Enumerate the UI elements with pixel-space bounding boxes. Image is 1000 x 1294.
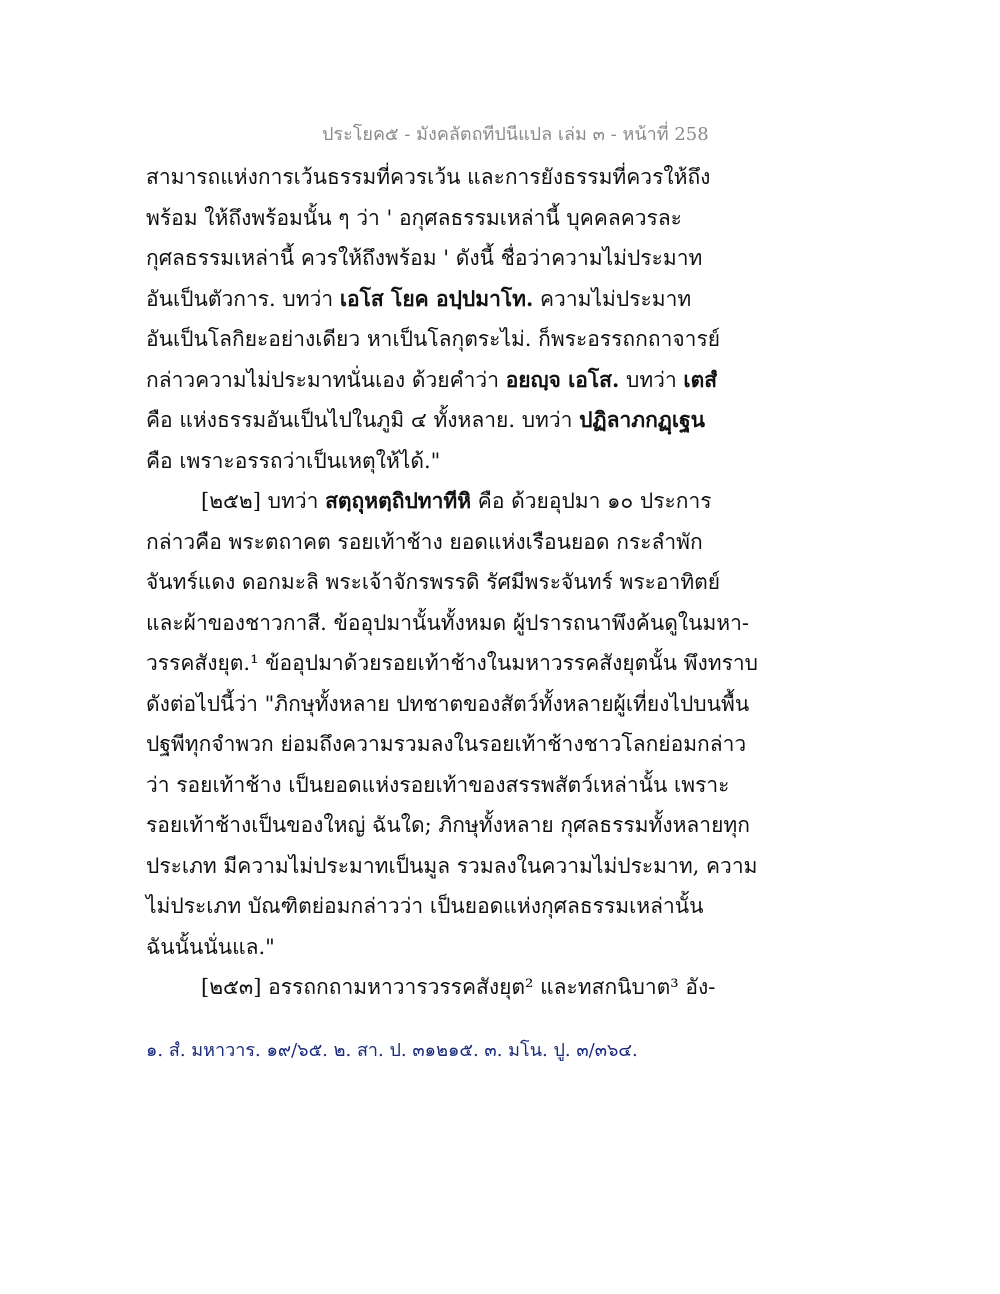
text-segment: กุศลธรรมเหล่านี้ ควรให้ถึงพร้อม ' ดังนี้ ชื่อว่าความไม่ประมาท bbox=[146, 246, 703, 270]
text-segment: [๒๕๓] อรรถกถามหาวารวรรคสังยุต² และทสกนิบาต³ อัง- bbox=[201, 975, 716, 999]
text-segment: ว่า รอยเท้าช้าง เป็นยอดแห่งรอยเท้าของสรรพสัตว์เหล่านั้น เพราะ bbox=[146, 772, 730, 797]
text-line bbox=[146, 927, 706, 968]
text-line bbox=[146, 967, 716, 1008]
text-segment: กล่าวคือ พระตถาคต รอยเท้าช้าง ยอดแห่งเรือนยอด กระลำพัก bbox=[146, 529, 703, 554]
text-segment: ความไม่ประมาท bbox=[533, 286, 692, 311]
text-segment: ปฐพีทุกจำพวก ย่อมถึงความรวมลงในรอยเท้าช้างชาวโลกย่อมกล่าว bbox=[146, 732, 747, 756]
bold-term: อยญฺจ เอโส. bbox=[505, 366, 620, 392]
text-line bbox=[146, 886, 706, 927]
text-line bbox=[146, 279, 706, 320]
running-header: ประโยค๕ - มังคลัตถทีปนีแปล เล่ม ๓ - หน้าที่ 258 bbox=[322, 124, 709, 145]
text-segment: และผ้าของชาวกาสี. ข้ออุปมานั้นทั้งหมด ผู้ปรารถนาพึงค้นดูในมหา- bbox=[146, 610, 750, 635]
text-segment: อันเป็นตัวการ. บทว่า bbox=[146, 286, 340, 311]
text-segment: ฉันนั้นนั่นแล." bbox=[146, 934, 275, 959]
text-line bbox=[146, 684, 750, 725]
text-segment: วรรคสังยุต.¹ ข้ออุปมาด้วยรอยเท้าช้างในมหาวรรคสังยุตนั้น พึงทราบ bbox=[146, 651, 758, 675]
text-segment: [๒๕๒] บทว่า bbox=[201, 489, 326, 513]
text-line bbox=[146, 846, 758, 887]
text-segment: รอยเท้าช้างเป็นของใหญ่ ฉันใด; ภิกษุทั้งหลาย กุศลธรรมทั้งหลายทุก bbox=[146, 813, 750, 837]
text-line bbox=[146, 522, 706, 563]
footnotes: ๑. สํ. มหาวาร. ๑๙/๖๕. ๒. สา. ป. ๓๑๒๑๕. ๓. มโน. ปู. ๓/๓๖๔. bbox=[146, 1040, 638, 1061]
text-line bbox=[146, 360, 718, 401]
text-segment: อันเป็นโลกิยะอย่างเดียว หาเป็นโลกุตระไม่. ก็พระอรรถกถาจารย์ bbox=[146, 327, 721, 351]
text-line bbox=[146, 724, 747, 765]
text-segment: พร้อม ให้ถึงพร้อมนั้น ๆ ว่า ' อกุศลธรรมเหล่านี้ บุคคลควรละ bbox=[146, 205, 682, 230]
text-line bbox=[146, 643, 758, 684]
text-segment: กล่าวความไม่ประมาทนั่นเอง ด้วยคำว่า bbox=[146, 367, 506, 392]
text-segment: คือ ด้วยอุปมา ๑๐ ประการ bbox=[471, 489, 712, 513]
text-segment: ประเภท มีความไม่ประมาทเป็นมูล รวมลงในความไม่ประมาท, ความ bbox=[146, 853, 758, 878]
text-segment: คือ เพราะอรรถว่าเป็นเหตุให้ได้." bbox=[146, 448, 441, 473]
bold-term: เอโส โยค อปฺปมาโท. bbox=[339, 285, 534, 311]
text-line bbox=[146, 198, 706, 239]
text-segment: ไม่ประเภท บัณฑิตย่อมกล่าวว่า เป็นยอดแห่งกุศลธรรมเหล่านั้น bbox=[146, 894, 704, 918]
body-text bbox=[146, 157, 758, 1008]
text-segment: คือ แห่งธรรมอันเป็นไปในภูมิ ๔ ทั้งหลาย. บทว่า bbox=[146, 408, 580, 432]
text-line bbox=[146, 603, 750, 644]
text-line bbox=[146, 157, 711, 198]
bold-term: สตฺถุหตฺถิปทาทีหิ bbox=[325, 488, 472, 513]
text-segment: สามารถแห่งการเว้นธรรมที่ควรเว้น และการยังธรรมที่ควรให้ถึง bbox=[146, 165, 711, 189]
text-segment: ดังต่อไปนี้ว่า "ภิกษุทั้งหลาย ปทชาตของสัตว์ทั้งหลายผู้เที่ยงไปบนพื้น bbox=[146, 691, 750, 716]
text-segment: จันทร์แดง ดอกมะลิ พระเจ้าจักรพรรดิ รัศมีพระจันทร์ พระอาทิตย์ bbox=[146, 570, 721, 594]
text-line bbox=[146, 400, 706, 441]
text-line bbox=[146, 562, 721, 603]
text-segment: บทว่า bbox=[619, 367, 684, 392]
text-line bbox=[146, 765, 730, 806]
text-line bbox=[146, 238, 706, 279]
text-line bbox=[146, 441, 706, 482]
text-line bbox=[146, 805, 750, 846]
text-line bbox=[146, 481, 712, 522]
bold-term: ปฏิลาภกฏฺเฐน bbox=[579, 407, 706, 432]
bold-term: เตสํ bbox=[683, 366, 718, 392]
text-line bbox=[146, 319, 721, 360]
